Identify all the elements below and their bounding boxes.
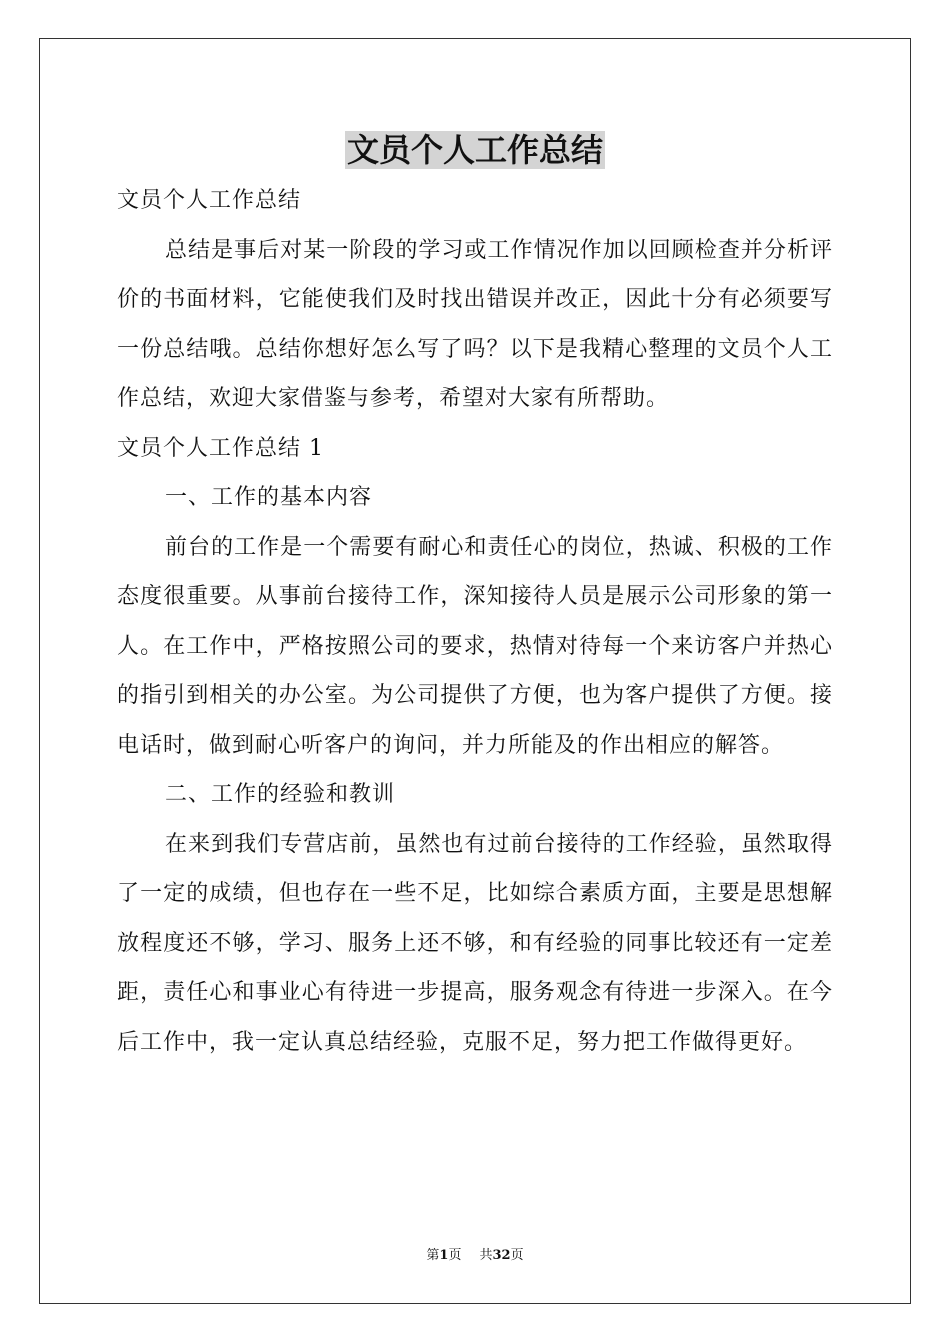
total-pages: 32	[492, 1248, 511, 1263]
total-prefix: 共	[479, 1248, 493, 1263]
paragraph-body-2: 在来到我们专营店前，虽然也有过前台接待的工作经验，虽然取得了一定的成绩，但也存在一些不足，比如综合素质方面，主要是思想解放程度还不够，学习、服务上还不够，和有经验的同事比较还有一定差距，责任心和事业心有待进一步提高，服务观念有待进一步深入。在今后工作中，我一定认真总结经验，克服不足，努力把工作做得更好。	[117, 831, 833, 1055]
paragraph-intro: 总结是事后对某一阶段的学习或工作情况作加以回顾检查并分析评价的书面材料，它能使我们及时找出错误并改正，因此十分有必须要写一份总结哦。总结你想好怎么写了吗？以下是我精心整理的文员个人工作总结，欢迎大家借鉴与参考，希望对大家有所帮助。	[117, 237, 833, 411]
page-footer	[0, 1246, 950, 1266]
page-prefix: 第	[426, 1248, 440, 1263]
page-number: 1	[439, 1248, 449, 1263]
paragraph-section-title: 文员个人工作总结 1	[117, 435, 324, 461]
document-title-text: 文员个人工作总结	[346, 131, 603, 169]
paragraph-subheading-2: 二、工作的经验和教训	[165, 782, 396, 807]
paragraph-body-1: 前台的工作是一个需要有耐心和责任心的岗位，热诚、积极的工作态度很重要。从事前台接待工作，深知接待人员是展示公司形象的第一人。在工作中，严格按照公司的要求，热情对待每一个来访客户并热心的指引到相关的办公室。为公司提供了方便，也为客户提供了方便。接电话时，做到耐心听客户的询问，并力所能及的作出相应的解答。	[117, 534, 833, 758]
paragraph-subheading-1: 一、工作的基本内容	[165, 485, 373, 510]
paragraph-heading: 文员个人工作总结	[117, 188, 302, 213]
page-suffix: 页	[448, 1248, 462, 1263]
document-body	[117, 176, 833, 1067]
document-title	[0, 128, 950, 172]
total-suffix: 页	[510, 1248, 524, 1263]
